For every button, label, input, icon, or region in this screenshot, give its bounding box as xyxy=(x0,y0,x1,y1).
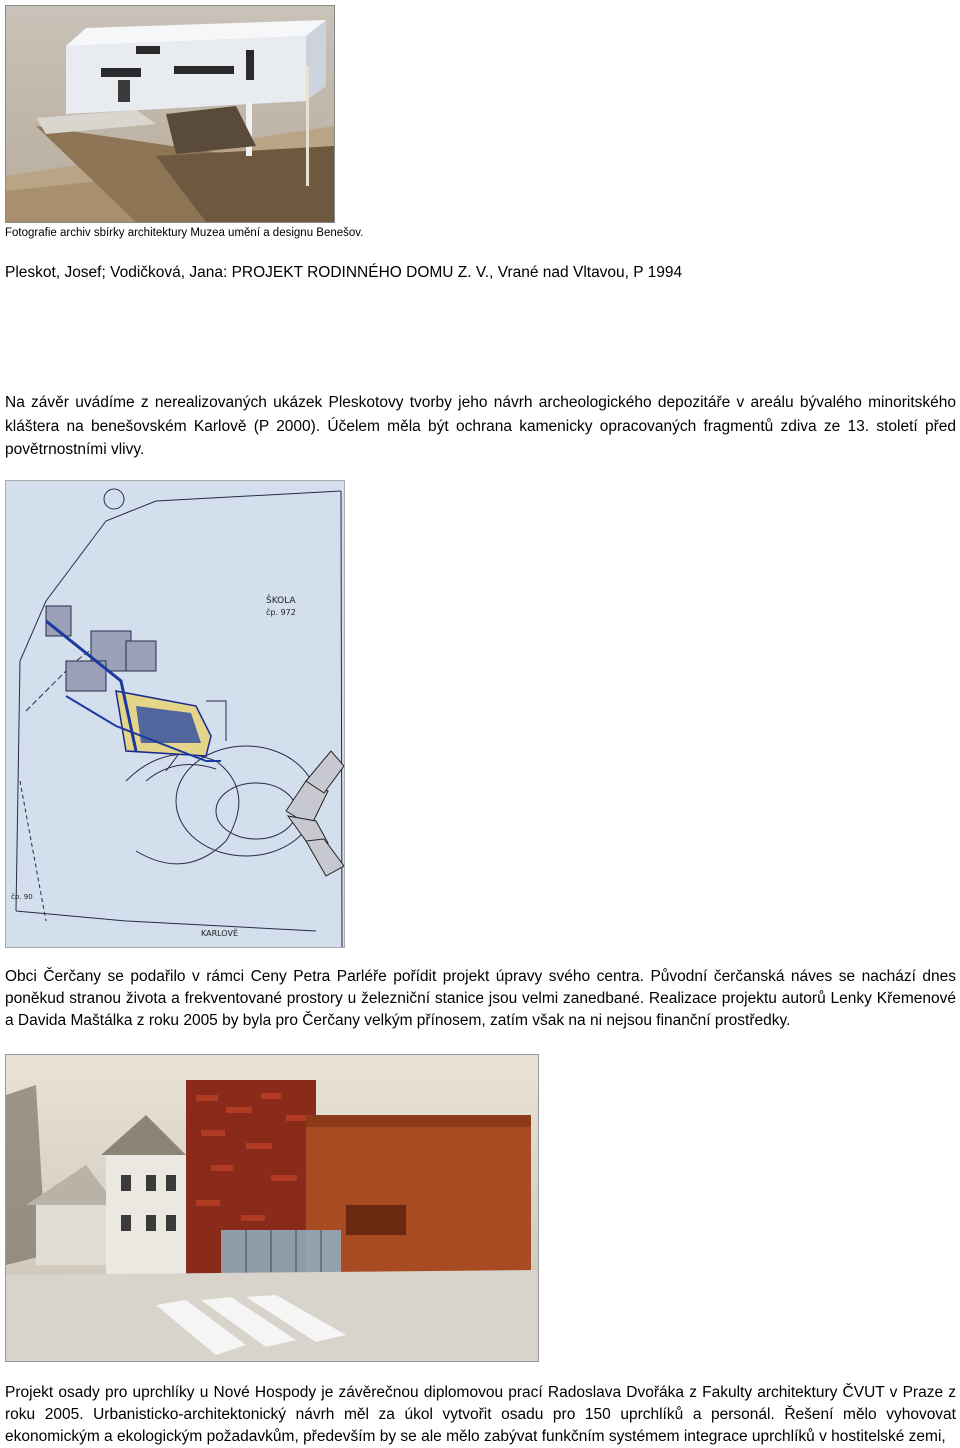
plan-label-school: ŠKOLA xyxy=(266,596,296,606)
plan-label-lot: čp. 90 xyxy=(11,893,33,901)
paragraph-cercany: Obci Čerčany se podařilo v rámci Ceny Petra Parléře pořídit projekt úpravy svého centra. Původní čerčanská náves se nachází dnes poněkud stranou života a frekventované prostory u železniční stanice jsou velmi zanedbané. Realizace projektu autorů Lenky Křemenové a Davida Maštálka z roku 2005 by byla pro Čerčany velkým přínosem, zatím však na ni nejsou finanční prostředky. xyxy=(5,968,956,1029)
rendering-image xyxy=(5,1054,539,1362)
paragraph-depository: Na závěr uvádíme z nerealizovaných ukázek Pleskotovy tvorby jeho návrh archeologického depozitáře v areálu bývalého minoritského kláštera na benešovském Karlově (P 2000). Účelem měla být ochrana kamenicky opracovaných fragmentů zdiva ze 13. století před povětrnostními vlivy. xyxy=(5,394,956,458)
model-photo xyxy=(5,5,335,223)
plan-label-school-no: čp. 972 xyxy=(266,608,296,617)
plan-label-street: KARLOVĚ xyxy=(201,929,238,938)
figure-caption: Fotografie archiv sbírky architektury Muzea umění a designu Benešov. xyxy=(5,227,364,239)
project-title: Pleskot, Josef; Vodičková, Jana: PROJEKT RODINNÉHO DOMU Z. V., Vrané nad Vltavou, P 1994 xyxy=(5,264,683,281)
paragraph-refugee-settlement: Projekt osady pro uprchlíky u Nové Hospody je závěrečnou diplomovou prací Radoslava Dvořáka z Fakulty architektury ČVUT v Praze z roku 2005. Urbanisticko-architektonický návrh měl za úkol vytvořit osadu pro 150 uprchlíků a personál. Řešení mělo vyhovovat ekonomickým a ekologickým požadavkům, především by se ale mělo zabývat funkčním systémem integrace uprchlíků v hostitelské zemi, xyxy=(5,1384,956,1445)
site-plan-drawing xyxy=(5,480,345,948)
